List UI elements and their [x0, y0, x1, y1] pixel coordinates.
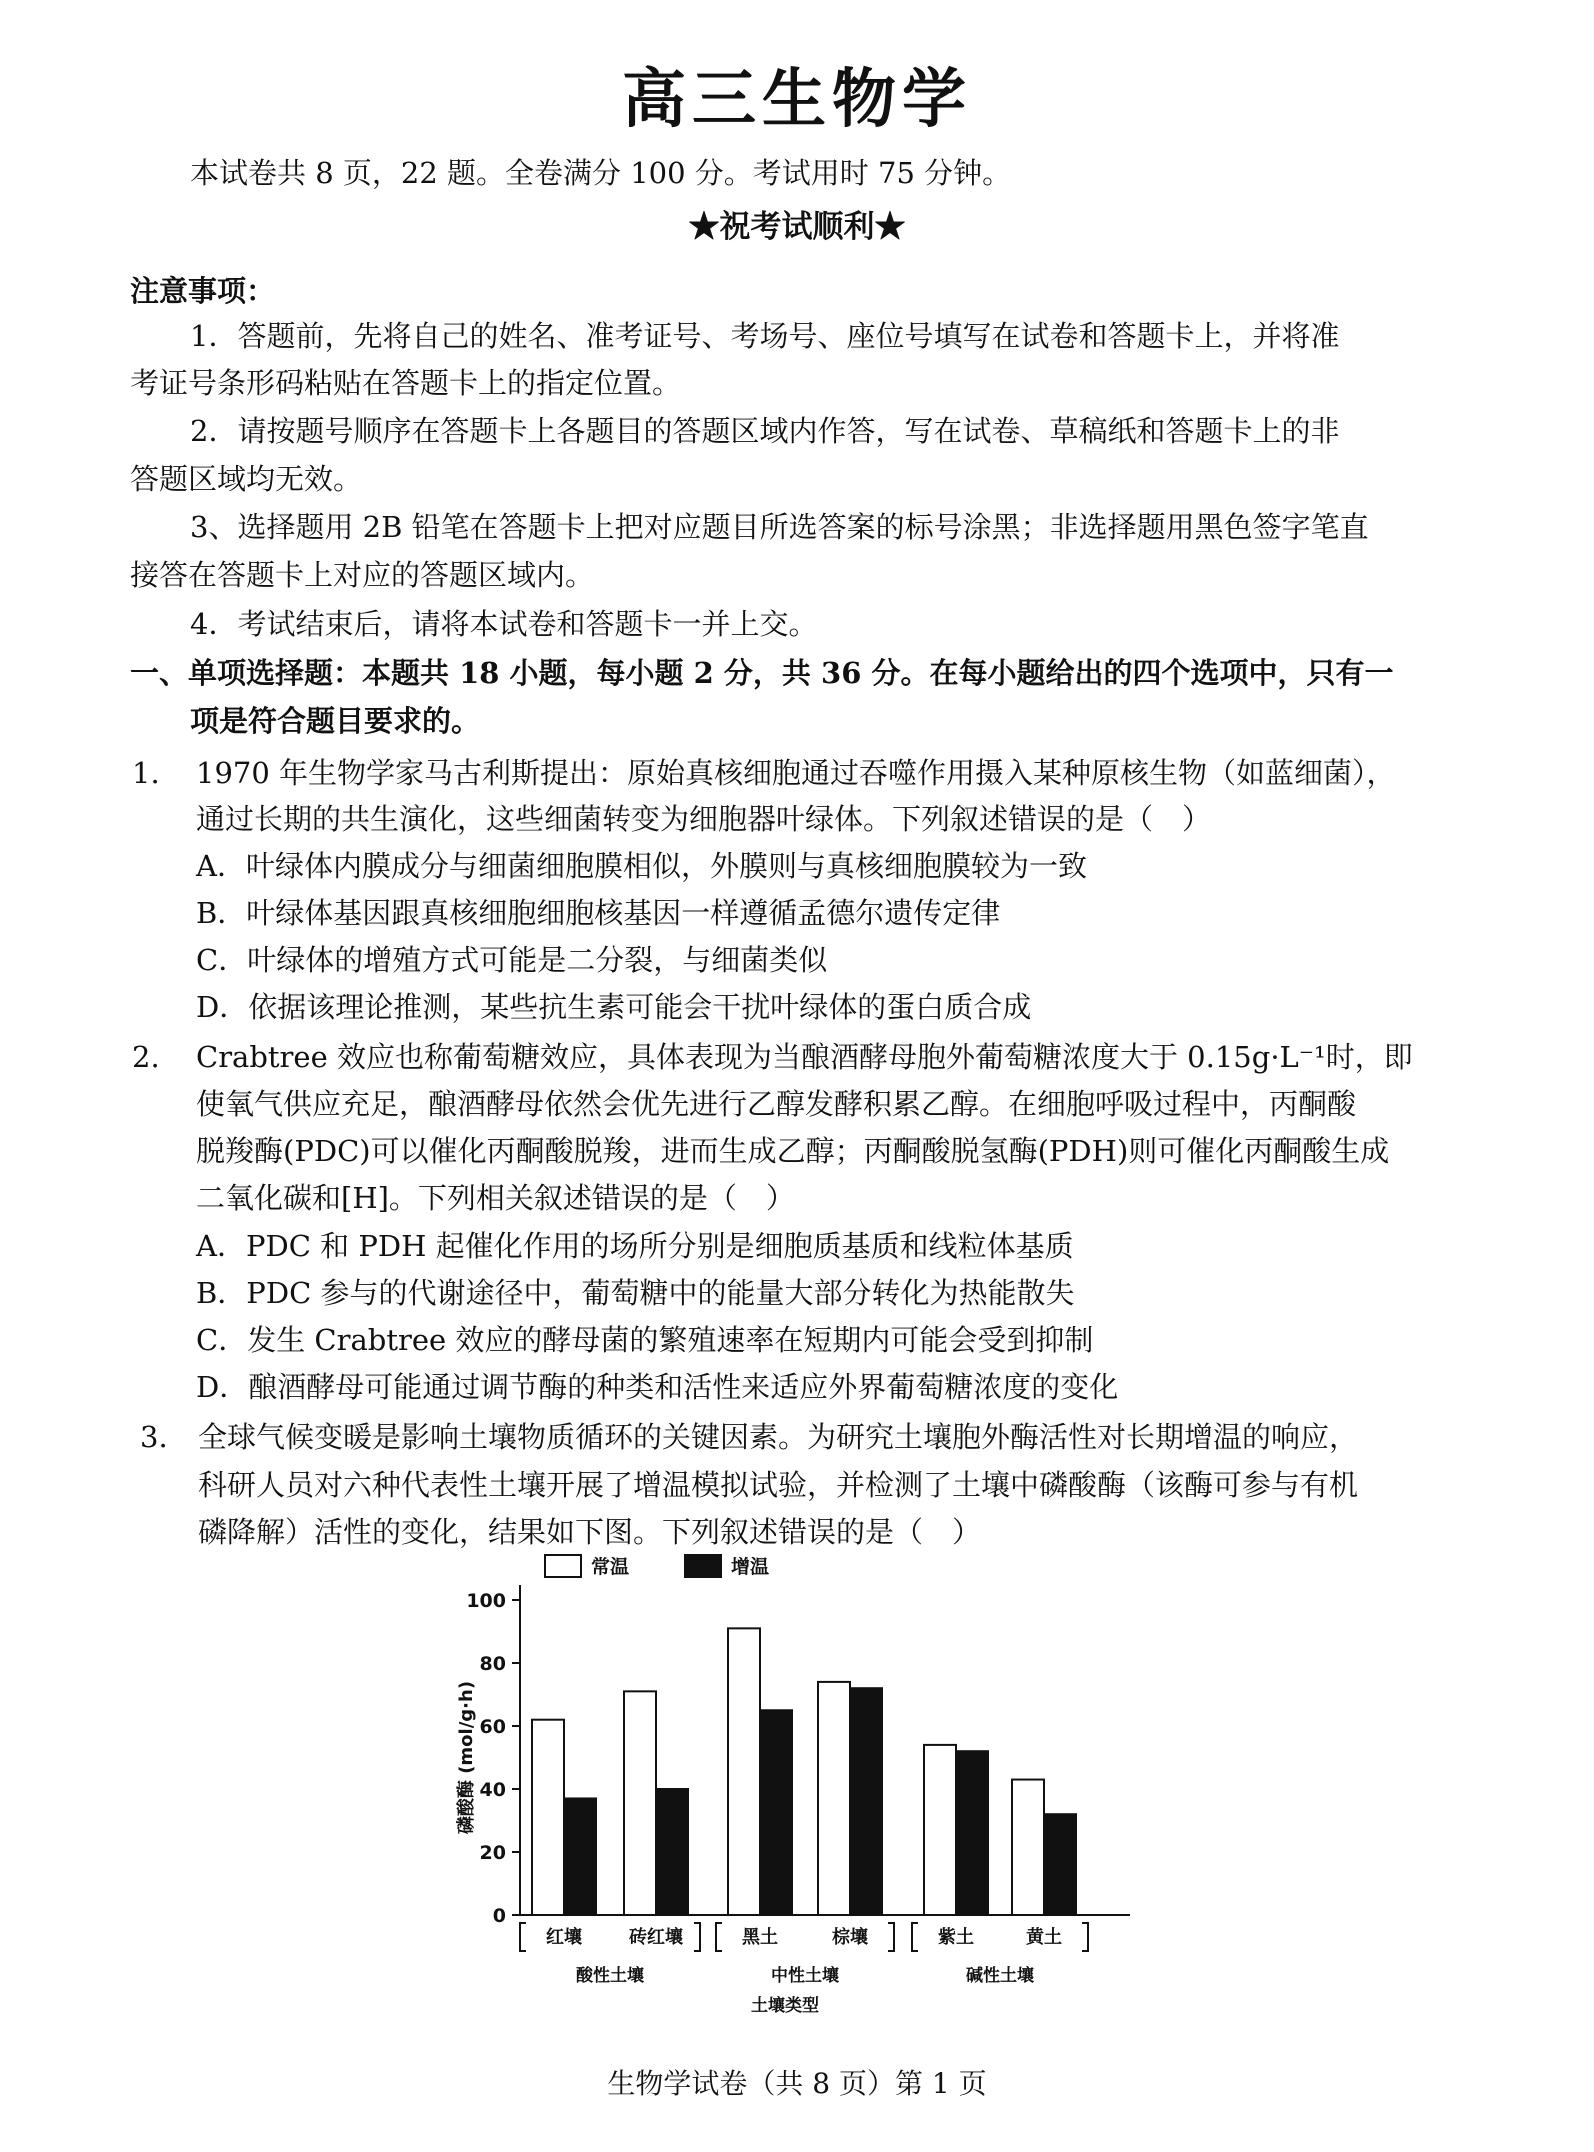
- section-heading-line-2: 项是符合题目要求的。: [190, 704, 481, 738]
- y-tick-label-2: 40: [479, 1779, 506, 1801]
- q2-option-d: D．酿酒酵母可能通过调节酶的种类和活性来适应外界葡萄糖浓度的变化: [196, 1370, 1119, 1404]
- note-1-line-2: 考证号条形码粘贴在答题卡上的指定位置。: [130, 366, 682, 400]
- x-tick-label-1: 砖红壤: [629, 1927, 683, 1948]
- note-2-line-2: 答题区域均无效。: [130, 462, 363, 496]
- x-tick-label-3: 棕壤: [832, 1927, 868, 1948]
- note-1-line-1: 1．答题前，先将自己的姓名、准考证号、考场号、座位号填写在试卷和答题卡上，并将准: [190, 319, 1340, 353]
- page-title: 高三生物学: [622, 62, 972, 137]
- q3-stem-line-1: 全球气候变暖是影响土壤物质循环的关键因素。为研究土壤胞外酶活性对长期增温的响应，: [198, 1420, 1359, 1454]
- legend-swatch-0: [545, 1555, 581, 1577]
- blessing: ★祝考试顺利★: [688, 209, 906, 245]
- q3-stem-line-2: 科研人员对六种代表性土壤开展了增温模拟试验，并检测了土壤中磷酸酶（该酶可参与有机: [198, 1468, 1359, 1502]
- legend-label-0: 常温: [591, 1556, 630, 1578]
- group-label-0: 酸性土壤: [576, 1966, 644, 1986]
- q2-option-b: B．PDC 参与的代谢途径中，葡萄糖中的能量大部分转化为热能散失: [196, 1276, 1075, 1310]
- note-4: 4．考试结束后，请将本试卷和答题卡一并上交。: [190, 607, 818, 641]
- bar-增温-黄土: [1044, 1814, 1076, 1915]
- y-tick-label-4: 80: [479, 1653, 506, 1675]
- q1-option-c: C．叶绿体的增殖方式可能是二分裂，与细菌类似: [196, 943, 828, 977]
- legend-swatch-1: [685, 1555, 721, 1577]
- bar-常温-棕壤: [818, 1682, 850, 1915]
- bar-增温-红壤: [564, 1798, 596, 1915]
- group-label-2: 碱性土壤: [966, 1966, 1034, 1986]
- q2-stem-line-2: 使氧气供应充足，酿酒酵母依然会优先进行乙醇发酵积累乙醇。在细胞呼吸过程中，丙酮酸: [196, 1087, 1357, 1121]
- note-2-line-1: 2．请按题号顺序在答题卡上各题目的答题区域内作答，写在试卷、草稿纸和答题卡上的非: [190, 414, 1340, 448]
- bar-常温-红壤: [532, 1720, 564, 1915]
- q1-number: 1.: [132, 756, 160, 790]
- group-label-1: 中性土壤: [771, 1966, 839, 1986]
- bar-增温-黑土: [760, 1710, 792, 1915]
- chart-svg: [440, 1545, 1160, 2015]
- x-tick-label-5: 黄土: [1026, 1927, 1062, 1948]
- bar-常温-紫土: [924, 1745, 956, 1915]
- bar-常温-黄土: [1012, 1780, 1044, 1915]
- notes-heading: 注意事项：: [130, 274, 276, 308]
- x-tick-label-4: 紫土: [938, 1927, 974, 1948]
- q3-stem-line-3: 磷降解）活性的变化，结果如下图。下列叙述错误的是（ ）: [198, 1515, 982, 1549]
- x-axis-label: 土壤类型: [751, 1996, 819, 2015]
- q1-stem-line-2: 通过长期的共生演化，这些细菌转变为细胞器叶绿体。下列叙述错误的是（ ）: [196, 802, 1212, 836]
- y-tick-label-0: 0: [492, 1905, 506, 1927]
- q1-stem-line-1: 1970 年生物学家马古利斯提出：原始真核细胞通过吞噬作用摄入某种原核生物（如蓝细菌），: [196, 756, 1396, 790]
- note-3-line-2: 接答在答题卡上对应的答题区域内。: [130, 558, 595, 592]
- bar-增温-棕壤: [850, 1688, 882, 1915]
- y-tick-label-1: 20: [479, 1842, 506, 1864]
- q1-option-d: D．依据该理论推测，某些抗生素可能会干扰叶绿体的蛋白质合成: [196, 990, 1032, 1024]
- q2-number: 2.: [132, 1040, 160, 1074]
- q3-number: 3.: [140, 1420, 168, 1454]
- x-tick-label-0: 红壤: [546, 1927, 582, 1948]
- y-axis-label: 磷酸酶 (mol/g·h): [456, 1680, 477, 1835]
- bar-增温-紫土: [956, 1751, 988, 1915]
- section-heading-line-1: 一、单项选择题：本题共 18 小题，每小题 2 分，共 36 分。在每小题给出的四个选项中，只有一: [130, 656, 1394, 690]
- page-footer: 生物学试卷（共 8 页）第 1 页: [607, 2067, 987, 2100]
- bar-常温-砖红壤: [624, 1691, 656, 1915]
- bar-增温-砖红壤: [656, 1789, 688, 1915]
- y-tick-label-5: 100: [466, 1590, 506, 1612]
- q1-option-a: A．叶绿体内膜成分与细菌细胞膜相似，外膜则与真核细胞膜较为一致: [196, 849, 1087, 883]
- q2-stem-line-4: 二氧化碳和[H]。下列相关叙述错误的是（ ）: [196, 1181, 795, 1215]
- y-tick-label-3: 60: [479, 1716, 506, 1738]
- q2-option-a: A．PDC 和 PDH 起催化作用的场所分别是细胞质基质和线粒体基质: [196, 1229, 1074, 1263]
- q2-stem-line-3: 脱羧酶(PDC)可以催化丙酮酸脱羧，进而生成乙醇；丙酮酸脱氢酶(PDH)则可催化丙酮酸生成: [196, 1134, 1390, 1168]
- note-3-line-1: 3、选择题用 2B 铅笔在答题卡上把对应题目所选答案的标号涂黑；非选择题用黑色签字笔直: [190, 510, 1369, 544]
- q1-option-b: B．叶绿体基因跟真核细胞细胞核基因一样遵循孟德尔遗传定律: [196, 896, 1001, 930]
- bar-常温-黑土: [728, 1628, 760, 1915]
- x-tick-label-2: 黑土: [742, 1927, 778, 1948]
- q2-option-c: C．发生 Crabtree 效应的酵母菌的繁殖速率在短期内可能会受到抑制: [196, 1323, 1094, 1357]
- legend-label-1: 增温: [731, 1556, 770, 1578]
- exam-intro: 本试卷共 8 页，22 题。全卷满分 100 分。考试用时 75 分钟。: [190, 156, 1012, 190]
- phosphatase-chart: [440, 1545, 1160, 2019]
- q2-stem-line-1: Crabtree 效应也称葡萄糖效应，具体表现为当酿酒酵母胞外葡萄糖浓度大于 0.15g·L⁻¹时，即: [196, 1040, 1413, 1074]
